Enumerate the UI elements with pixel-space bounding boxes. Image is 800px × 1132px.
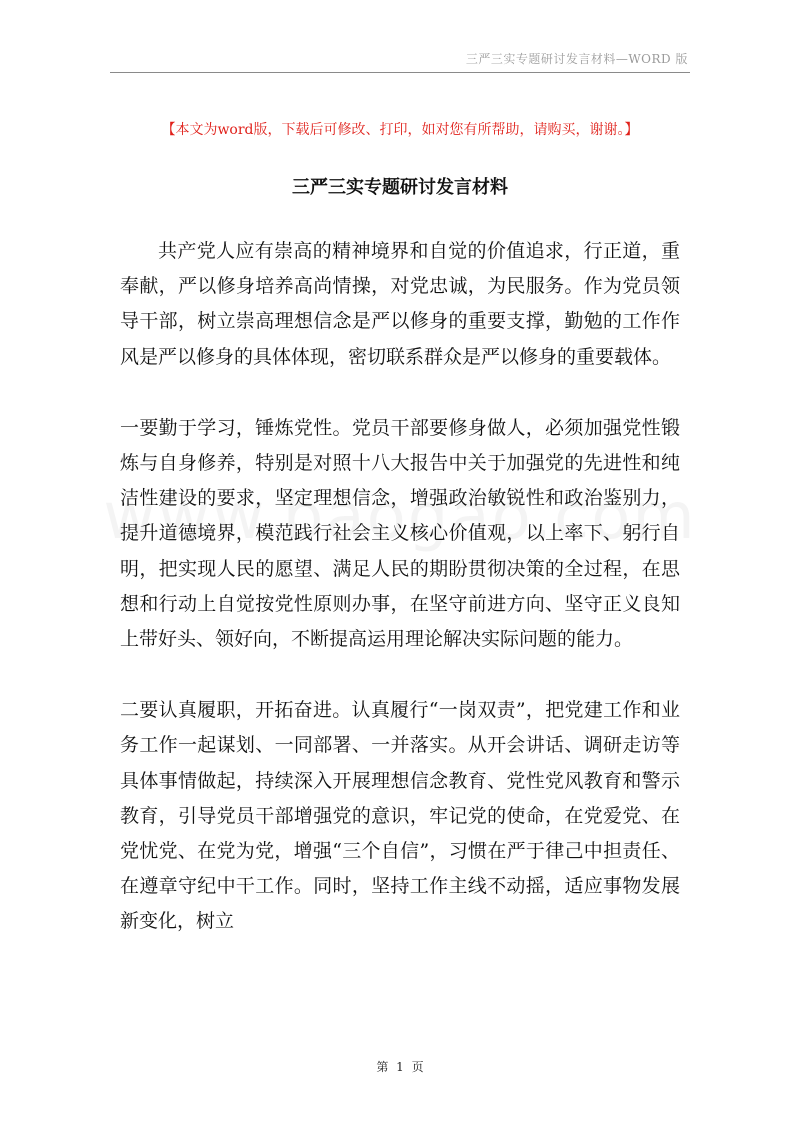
running-header: 三严三实专题研讨发言材料—WORD 版: [465, 52, 688, 66]
document-body: [120, 234, 680, 976]
page-number: 1: [396, 1060, 404, 1074]
body-paragraph: 二要认真履职，开拓奋进。认真履行“一岗双责”，把党建工作和业务工作一起谋划、一同部署、一并落实。从开会讲话、调研走访等具体事情做起，持续深入开展理想信念教育、党性党风教育和警示教育，引导党员干部增强党的意识，牢记党的使命，在党爱党、在党忧党、在党为党，增强“三个自信”，习惯在严于律己中担责任、在遵章守纪中干工作。同时，坚持工作主线不动摇，适应事物发展新变化，树立: [120, 699, 680, 933]
body-paragraph: 一要勤于学习，锤炼党性。党员干部要修身做人，必须加强党性锻炼与自身修养，特别是对照十八大报告中关于加强党的先进性和纯洁性建设的要求，坚定理想信念，增强政治敏锐性和政治鉴别力，提升道德境界，模范践行社会主义核心价值观，以上率下、躬行自明，把实现人民的愿望、满足人民的期盼贯彻决策的全过程，在思想和行动上自觉按党性原则办事，在坚守前进方向、坚守正义良知上带好头、领好向，不断提高运用理论解决实际问题的能力。: [120, 416, 680, 651]
body-paragraph: 共产党人应有崇高的精神境界和自觉的价值追求，行正道，重奉献，严以修身培养高尚情操，对党忠诚，为民服务。作为党员领导干部，树立崇高理想信念是严以修身的重要支撑，勤勉的工作作风是严以修身的具体体现，密切联系群众是严以修身的重要载体。: [120, 240, 680, 368]
footer-suffix: 页: [411, 1060, 424, 1074]
download-notice: 【本文为word版，下载后可修改、打印，如对您有所帮助，请购买，谢谢。】: [161, 122, 639, 138]
page-footer: [0, 1058, 800, 1076]
header-divider: [110, 72, 690, 73]
footer-prefix: 第: [376, 1060, 389, 1074]
document-title: 三严三实专题研讨发言材料: [292, 177, 508, 198]
